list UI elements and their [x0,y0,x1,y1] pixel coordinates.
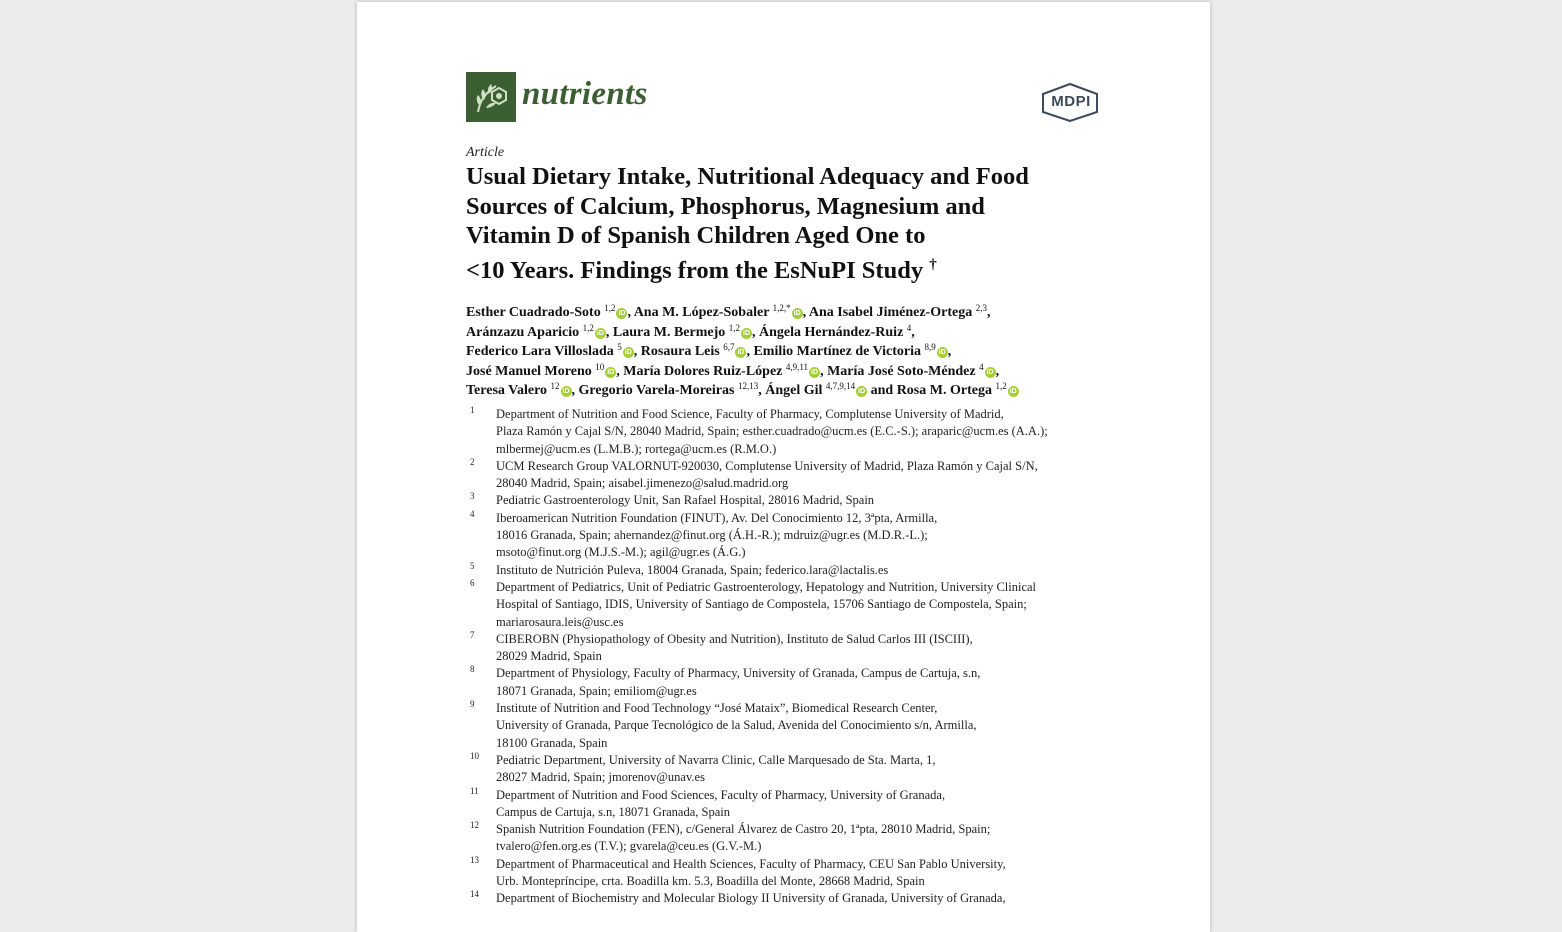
nutrients-logo-icon [466,72,516,122]
author-separator: , [947,344,952,359]
affiliation-item [470,856,1110,891]
author-name: María Dolores Ruiz-López [623,363,783,379]
author-name: Ángel Gil [765,383,823,398]
orcid-icon[interactable]: iD [811,368,819,376]
orcid-icon[interactable]: iD [1009,388,1017,395]
author-separator: , [995,363,1000,379]
author-separator: , [986,305,991,320]
affiliation-item [470,579,1110,631]
author-separator: , [605,324,613,340]
article-title [466,162,1126,285]
title-line: Usual Dietary Intake, Nutritional Adequacy and Food [466,163,1029,190]
affiliation-text: Institute of Nutrition and Food Technology “José Mataix”, Biomedical Research Center, [496,701,938,716]
affiliation-text: 28029 Madrid, Spain [496,649,602,664]
affiliation-number: 11 [470,785,479,796]
affiliation-item [470,821,1110,856]
affiliation-item [470,631,1110,666]
affiliation-list [470,406,1110,908]
author-affiliation-marker: 10 [595,361,605,372]
author-affiliation-marker: 5 [617,342,622,352]
orcid-icon[interactable]: iD [596,329,604,337]
orcid-icon[interactable]: iD [743,329,751,337]
author-affiliation-marker: 1,2 [582,322,594,333]
author-affiliation-marker: 12,13 [737,381,759,391]
affiliation-text: 28040 Madrid, Spain; aisabel.jimenezo@salud.madrid.org [496,476,789,491]
orcid-icon[interactable]: iD [607,368,615,376]
affiliation-text: msoto@finut.org (M.J.S.-M.); agil@ugr.es (Á.G.) [496,545,746,560]
affiliation-text: Department of Biochemistry and Molecular Biology II University of Granada, University of Granada, [496,891,1006,906]
author-name: Aránzazu Aparicio [466,324,580,340]
author-affiliation-marker: 4,7,9,14 [825,381,856,391]
affiliation-text: mlbermej@ucm.es (L.M.B.); rortega@ucm.es (R.M.O.) [496,441,777,456]
affiliation-text: CIBEROBN (Physiopathology of Obesity and Nutrition), Instituto de Salud Carlos III (ISCIII), [496,631,973,646]
affiliation-item [470,458,1110,493]
affiliation-item [470,752,1110,787]
affiliation-number: 6 [470,577,475,588]
author-separator: , [627,305,634,320]
affiliation-text: mariarosaura.leis@usc.es [496,614,624,629]
affiliation-text: Campus de Cartuja, s.n, 18071 Granada, Spain [496,804,730,819]
affiliation-item [470,890,1110,907]
journal-name: nutrients [522,76,648,112]
orcid-icon[interactable]: iD [986,368,994,376]
orcid-icon[interactable]: iD [618,310,626,317]
author-name: Esther Cuadrado-Soto [466,305,601,320]
affiliation-text: Department of Pediatrics, Unit of Pediatric Gastroenterology, Hepatology and Nutrition, University Clinical [496,579,1037,594]
affiliation-number: 13 [470,854,479,865]
title-line: Sources of Calcium, Phosphorus, Magnesium and [466,192,985,220]
author-name: José Manuel Moreno [466,363,592,379]
author-line [466,381,1166,401]
orcid-icon[interactable]: iD [562,388,570,395]
author-affiliation-marker: 12 [550,381,560,391]
author-list [466,303,1166,401]
author-affiliation-marker: 1,2,* [772,303,791,313]
affiliation-number: 4 [470,508,475,519]
affiliation-number: 3 [470,491,475,502]
affiliation-number: 12 [470,820,479,831]
publisher-name: MDPI [1051,93,1091,110]
affiliation-text: 28027 Madrid, Spain; jmorenov@unav.es [496,770,705,785]
affiliation-text: Iberoamerican Nutrition Foundation (FINUT), Av. Del Conocimiento 12, 3ªpta, Armilla, [496,510,938,525]
affiliation-text: Plaza Ramón y Cajal S/N, 28040 Madrid, Spain; esther.cuadrado@ucm.es (E.C.-S.); araparic@ucm.es (A.A.); [496,424,1048,439]
article-type: Article [466,145,505,160]
affiliation-number: 8 [470,664,475,675]
affiliation-number: 10 [470,750,479,761]
affiliation-text: 18071 Granada, Spain; emiliom@ugr.es [496,683,697,698]
affiliation-text: University of Granada, Parque Tecnológico de la Salud, Avenida del Conocimiento s/n, Armilla, [496,718,977,733]
affiliation-text: UCM Research Group VALORNUT-920030, Complutense University of Madrid, Plaza Ramón y Cajal S/N, [496,458,1038,473]
author-affiliation-marker: 1,2 [995,381,1007,391]
author-name: María José Soto-Méndez [827,363,976,379]
orcid-icon[interactable]: iD [793,310,801,317]
author-separator: , [820,363,828,379]
affiliation-number: 1 [470,405,475,415]
affiliation-item [470,510,1110,562]
affiliation-item [470,562,1110,579]
affiliation-text: Department of Nutrition and Food Science, Faculty of Pharmacy, Complutense University of Madrid, [496,407,1004,421]
affiliation-text: Department of Pharmaceutical and Health Sciences, Faculty of Pharmacy, CEU San Pablo University, [496,856,1006,871]
affiliation-number: 2 [470,456,475,467]
affiliation-text: Instituto de Nutrición Puleva, 18004 Granada, Spain; federico.lara@lactalis.es [496,562,889,577]
author-affiliation-marker: 4 [906,322,912,333]
orcid-icon[interactable]: iD [624,349,632,356]
orcid-icon[interactable]: iD [737,349,745,356]
orcid-icon[interactable]: iD [858,388,866,395]
author-name: Emilio Martínez de Victoria [753,344,922,359]
affiliation-item [470,665,1110,700]
title-line-text: <10 Years. Findings from the EsNuPI Study [466,256,924,284]
author-name: Laura M. Bermejo [612,324,726,340]
author-affiliation-marker: 1,2 [728,322,741,333]
author-line [466,362,1166,382]
author-name: Teresa Valero [466,383,548,398]
author-name: Ángela Hernández-Ruiz [759,324,904,340]
author-affiliation-marker: 1,2 [604,303,616,313]
author-line [466,342,1166,362]
author-separator: , [911,324,915,340]
author-name: Rosaura Leis [640,344,720,359]
author-name: Gregorio Varela-Moreiras [578,383,735,398]
affiliation-text: 18016 Granada, Spain; ahernandez@finut.org (Á.H.-R.); mdruiz@ugr.es (M.D.R.-L.); [496,528,928,543]
affiliation-item [470,406,1110,458]
author-separator: , [571,383,579,398]
affiliation-text: Department of Nutrition and Food Sciences, Faculty of Pharmacy, University of Granada, [496,787,946,802]
affiliation-text: Spanish Nutrition Foundation (FEN), c/General Álvarez de Castro 20, 1ªpta, 28010 Madrid, Spain; [496,822,991,837]
author-name: Federico Lara Villoslada [466,344,614,359]
author-affiliation-marker: 4 [979,361,984,372]
author-affiliation-marker: 2,3 [975,303,987,313]
title-footnote-mark: † [929,256,937,273]
author-line [466,323,1166,343]
affiliation-number: 7 [470,629,475,640]
author-separator: , [758,383,766,398]
affiliation-number: 9 [470,699,475,710]
author-name: and Rosa M. Ortega [870,383,992,398]
affiliation-text: Hospital of Santiago, IDIS, University of Santiago de Compostela, 15706 Santiago de Compostela, Spain; [496,597,1027,612]
affiliation-number: 5 [470,560,475,571]
title-line [466,251,1126,286]
affiliation-text: Pediatric Gastroenterology Unit, San Rafael Hospital, 28016 Madrid, Spain [496,493,875,508]
affiliation-text: Pediatric Department, University of Navarra Clinic, Calle Marquesado de Sta. Marta, 1, [496,752,936,767]
author-name: Ana M. López-Sobaler [633,305,770,320]
affiliation-text: tvalero@fen.org.es (T.V.); gvarela@ceu.es (G.V.-M.) [496,839,762,854]
affiliation-item [470,492,1110,509]
affiliation-text: Department of Physiology, Faculty of Pharmacy, University of Granada, Campus de Cartuja, s.n, [496,666,981,681]
mdpi-logo-icon [1039,82,1101,122]
author-separator: , [802,305,809,320]
title-line: Vitamin D of Spanish Children Aged One to [466,222,926,249]
author-affiliation-marker: 6,7 [723,342,735,352]
affiliation-item [470,700,1110,752]
author-separator: , [616,363,624,379]
affiliation-text: Urb. Montepríncipe, crta. Boadilla km. 5.3, Boadilla del Monte, 28668 Madrid, Spain [496,874,925,889]
author-line [466,303,1166,323]
affiliation-number: 14 [470,889,479,900]
orcid-icon[interactable]: iD [938,349,946,356]
pdf-page [357,2,1210,932]
author-affiliation-marker: 4,9,11 [785,361,809,372]
author-separator: , [746,344,754,359]
affiliation-item [470,787,1110,822]
author-separator: , [633,344,641,359]
author-name: Ana Isabel Jiménez-Ortega [808,305,973,320]
author-separator: , [752,324,760,340]
affiliation-text: 18100 Granada, Spain [496,735,608,750]
author-affiliation-marker: 8,9 [924,342,936,352]
